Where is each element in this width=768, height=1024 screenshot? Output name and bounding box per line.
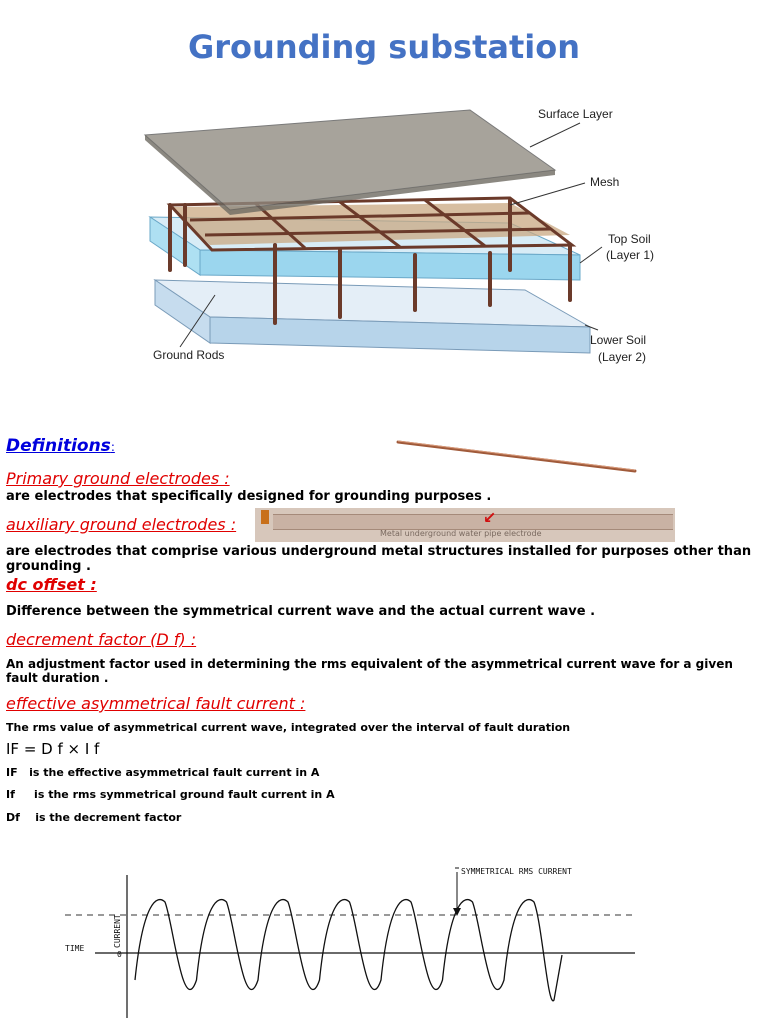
pipe-body — [273, 514, 673, 530]
label-ground-rods: Ground Rods — [153, 348, 225, 362]
dc-offset-body: Difference between the symmetrical current wave and the actual current wave . — [6, 604, 596, 619]
lower-soil-slab — [155, 280, 590, 353]
auxiliary-electrodes-title: auxiliary ground electrodes : — [6, 515, 237, 534]
label-time: TIME — [65, 944, 85, 953]
effective-current-title: effective asymmetrical fault current : — [6, 694, 306, 713]
auxiliary-electrodes-body: are electrodes that comprise various underground metal structures installed for purposes other than grounding . — [6, 544, 752, 574]
var-df-row: Df is the decrement factor — [6, 811, 182, 824]
page-title: Grounding substation — [188, 28, 580, 66]
label-symmetrical-rms: SYMMETRICAL RMS CURRENT — [461, 867, 572, 876]
pipe-caption: Metal underground water pipe electrode — [380, 529, 542, 538]
label-top-soil-layer: (Layer 1) — [606, 248, 655, 262]
var-if-row: IF is the effective asymmetrical fault current in A — [6, 766, 320, 779]
label-lower-soil-layer: (Layer 2) — [598, 350, 647, 364]
label-zero: 0 — [117, 950, 122, 959]
pipe-cap — [261, 510, 269, 524]
ground-rod-image — [395, 438, 640, 478]
water-pipe-image — [255, 508, 675, 542]
label-mesh: Mesh — [590, 175, 620, 189]
primary-electrodes-body: are electrodes that specifically designed for grounding purposes . — [6, 489, 492, 504]
primary-electrodes-title: Primary ground electrodes : — [6, 469, 230, 488]
effective-current-body: The rms value of asymmetrical current wave, integrated over the interval of fault duration — [6, 721, 571, 734]
label-surface-layer: Surface Layer — [538, 107, 613, 121]
decrement-factor-title: decrement factor (D f) : — [6, 630, 197, 649]
grounding-grid-diagram — [140, 95, 680, 380]
label-top-soil: Top Soil — [608, 232, 651, 246]
red-arrow-icon: ↙ — [483, 508, 497, 527]
label-lower-soil: Lower Soil — [590, 333, 647, 347]
current-waveform — [55, 860, 645, 1020]
dc-offset-title: dc offset : — [6, 575, 97, 594]
formula: IF = D f × I f — [6, 740, 100, 758]
decrement-factor-body: An adjustment factor used in determining the rms equivalent of the asymmetrical current wave for a given fault duration . — [6, 657, 733, 685]
var-if2-row: If is the rms symmetrical ground fault current in A — [6, 788, 335, 801]
definitions-heading: Definitions: — [6, 436, 115, 456]
label-current: CURRENT — [113, 914, 122, 948]
